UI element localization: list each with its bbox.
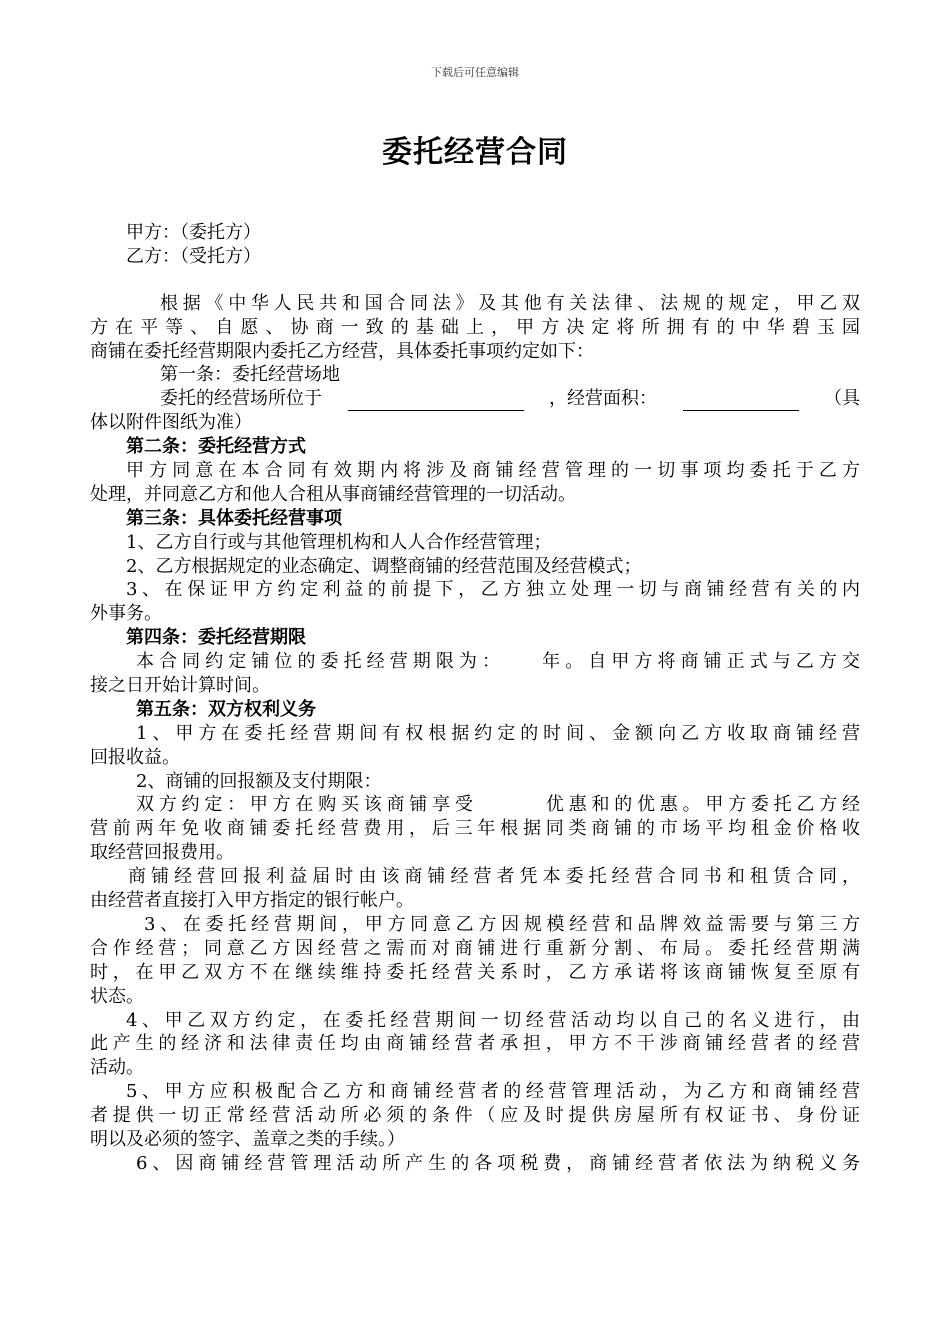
location-blank (348, 392, 524, 411)
document-title: 委托经营合同 (382, 135, 568, 170)
article-5-item-3: 状态。 (90, 985, 144, 1007)
article-3-heading: 第三条：具体委托经营事项 (126, 507, 342, 529)
article-5-item-3: 3、在委托经营期间，甲方同意乙方因规模经营和品牌效益需要与第三方 (144, 913, 860, 935)
contract-body (90, 221, 860, 1176)
area-note-start: （具 (824, 388, 860, 410)
article-3-item-3: 3、在保证甲方约定利益的前提下，乙方独立处理一切与商铺经营有关的内 (126, 579, 860, 601)
article-3 (90, 507, 860, 626)
article-4 (90, 626, 860, 698)
location-label: 委托的经营场所位于 (160, 388, 322, 410)
article-4-line: 接之日开始计算时间。 (90, 675, 270, 697)
article-1 (90, 363, 860, 435)
preamble-line: 商铺在委托经营期限内委托乙方经营，具体委托事项约定如下： (90, 340, 594, 362)
article-5-agreement: 取经营回报费用。 (90, 842, 234, 864)
article-5-item-1: 1、甲方在委托经营期间有权根据约定的时间、金额向乙方收取商铺经营 (136, 722, 860, 744)
article-3-item-1: 1、乙方自行或与其他管理机构和人人合作经营管理； (126, 531, 552, 553)
preamble-line: 根据《中华人民共和国合同法》及其他有关法律、法规的规定，甲乙双 (160, 292, 860, 314)
article-5-payment: 由经营者直接打入甲方指定的银行帐户。 (90, 890, 414, 912)
article-2-line: 甲方同意在本合同有效期内将涉及商铺经营管理的一切事项均委托于乙方 (126, 460, 860, 482)
article-5 (90, 698, 860, 1176)
preamble-line: 方在平等、自愿、协商一致的基础上，甲方决定将所拥有的中华碧玉园 (90, 316, 860, 338)
article-5-item-3: 时，在甲乙双方不在继续维持委托经营关系时，乙方承诺将该商铺恢复至原有 (90, 961, 860, 983)
article-2-heading: 第二条：委托经营方式 (126, 436, 306, 458)
article-2-line: 处理，并同意乙方和他人合租从事商铺经营管理的一切活动。 (90, 483, 576, 505)
article-5-agreement: 双方约定：甲方在购买该商铺享受 优惠和的优惠。甲方委托乙方经 (136, 794, 860, 816)
article-5-item-5: 5、甲方应积极配合乙方和商铺经营者的经营管理活动，为乙方和商铺经营 (126, 1081, 860, 1103)
party-a: 甲方：（委托方） (126, 222, 261, 243)
article-3-item-3-cont: 外事务。 (90, 603, 162, 625)
article-5-item-1-cont: 回报收益。 (90, 746, 180, 768)
article-5-agreement: 营前两年免收商铺委托经营费用，后三年根据同类商铺的市场平均租金价格收 (90, 818, 860, 840)
article-5-item-5: 明以及必须的签字、盖章之类的手续。） (90, 1128, 405, 1150)
article-5-payment: 商铺经营回报利益届时由该商铺经营者凭本委托经营合同书和租赁合同， (128, 866, 860, 888)
area-note-end: 体以附件图纸为准） (90, 412, 252, 434)
article-5-item-4: 此产生的经济和法律责任均由商铺经营者承担，甲方不干涉商铺经营者的经营 (90, 1033, 860, 1055)
article-5-item-4: 4、甲乙双方约定，在委托经营期间一切经营活动均以自己的名义进行，由 (126, 1009, 860, 1031)
article-4-heading: 第四条：委托经营期限 (126, 627, 306, 649)
article-5-item-5: 者提供一切正常经营活动所必须的条件（应及时提供房屋所有权证书、身份证 (90, 1105, 860, 1127)
article-3-item-2: 2、乙方根据规定的业态确定、调整商铺的经营范围及经营模式； (126, 555, 642, 577)
article-1-location-line (90, 387, 860, 411)
header-note: 下载后可任意编辑 (431, 66, 519, 79)
article-4-line: 本合同约定铺位的委托经营期限为： 年。自甲方将商铺正式与乙方交 (136, 651, 860, 673)
article-5-item-4: 活动。 (90, 1057, 144, 1079)
article-5-item-2: 2、商铺的回报额及支付期限： (136, 770, 382, 792)
area-label: ，经营面积： (549, 388, 657, 410)
article-2 (90, 435, 860, 507)
area-blank (683, 392, 799, 411)
article-1-heading: 第一条：委托经营场地 (160, 364, 340, 386)
party-b: 乙方：（受托方） (126, 245, 261, 267)
article-5-item-3: 合作经营；同意乙方因经营之需而对商铺进行重新分割、布局。委托经营期满 (90, 937, 860, 959)
preamble (90, 292, 860, 364)
article-5-heading: 第五条：双方权利义务 (136, 698, 316, 720)
article-5-item-6: 6、因商铺经营管理活动所产生的各项税费，商铺经营者依法为纳税义务 (136, 1152, 860, 1174)
